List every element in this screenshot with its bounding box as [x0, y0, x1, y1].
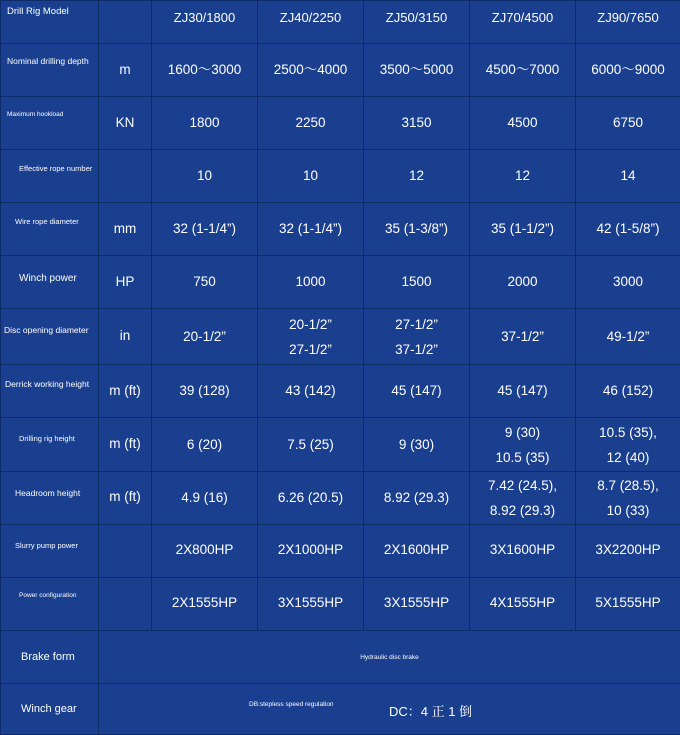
row-label: Winch power	[1, 256, 99, 309]
header-label: Drill Rig Model	[1, 1, 99, 44]
value-cell: 4X1555HP	[470, 577, 576, 630]
value-cell: 5X1555HP	[576, 577, 680, 630]
value-line: 10 (33)	[606, 502, 650, 518]
value-line: 8.7 (28.5),	[597, 477, 659, 493]
value-cell	[364, 418, 470, 471]
value-cell: 1500	[364, 256, 470, 309]
value-cell: 2X1555HP	[152, 577, 258, 630]
value-cell: 3X1555HP	[258, 577, 364, 630]
value-cell: 43 (142)	[258, 365, 364, 418]
value-cell: 32 (1-1/4”)	[152, 203, 258, 256]
spec-row-rope-number	[1, 150, 680, 203]
value-line: 7.5 (25)	[287, 437, 334, 453]
value-cell	[152, 471, 258, 524]
spec-row-brake-form	[1, 630, 680, 683]
value-line: 20-1/2”	[183, 329, 226, 345]
row-unit	[99, 150, 152, 203]
value-line: 37-1/2”	[395, 341, 438, 357]
value-cell: 3000	[576, 256, 680, 309]
value-cell: 14	[576, 150, 680, 203]
value-cell: 10	[258, 150, 364, 203]
value-cell	[470, 418, 576, 471]
value-cell: 4500	[470, 97, 576, 150]
row-label: Wire rope diameter	[1, 203, 99, 256]
row-unit: mm	[99, 203, 152, 256]
value-line: 6 (20)	[186, 437, 223, 453]
value-line: 7.42 (24.5),	[487, 477, 558, 493]
spec-row-headroom	[1, 471, 680, 524]
value-line: 37-1/2”	[501, 329, 544, 345]
header-unit-cell	[99, 1, 152, 44]
value-cell	[470, 309, 576, 365]
value-cell	[152, 418, 258, 471]
row-label: Headroom height	[1, 471, 99, 524]
value-cell: 1600～3000	[152, 44, 258, 97]
spec-row-power-config	[1, 577, 680, 630]
row-label: Winch gear	[1, 683, 99, 734]
row-label: Slurry pump power	[1, 524, 99, 577]
value-cell: 46 (152)	[576, 365, 680, 418]
model-header: ZJ40/2250	[258, 1, 364, 44]
spec-row-wire-rope	[1, 203, 680, 256]
value-cell: 4500～7000	[470, 44, 576, 97]
value-cell: 6000～9000	[576, 44, 680, 97]
row-label: Disc opening diameter	[1, 309, 99, 365]
value-line: 20-1/2”	[289, 316, 332, 332]
value-cell	[99, 630, 680, 683]
value-cell	[258, 471, 364, 524]
spec-row-winch-power	[1, 256, 680, 309]
row-label: Effective rope number	[1, 150, 99, 203]
value-cell: 45 (147)	[364, 365, 470, 418]
value-cell: 2X800HP	[152, 524, 258, 577]
value-cell	[99, 683, 680, 734]
gear-value-small: DB:stepless speed regulation	[249, 700, 334, 708]
row-unit: m (ft)	[99, 471, 152, 524]
value-cell: 2X1000HP	[258, 524, 364, 577]
header-row	[1, 1, 680, 44]
value-line: 10.5 (35),	[599, 424, 657, 440]
value-line: 27-1/2”	[395, 316, 438, 332]
spec-row-rig-height	[1, 418, 680, 471]
spec-row-winch-gear	[1, 683, 680, 734]
spec-row-hookload	[1, 97, 680, 150]
row-unit: m (ft)	[99, 418, 152, 471]
value-cell	[576, 471, 680, 524]
value-cell: 3X2200HP	[576, 524, 680, 577]
value-cell: 3X1600HP	[470, 524, 576, 577]
value-cell	[258, 309, 364, 365]
spec-row-slurry-pump	[1, 524, 680, 577]
value-cell	[576, 418, 680, 471]
row-label: Nominal drilling depth	[1, 44, 99, 97]
value-cell: 42 (1-5/8”)	[576, 203, 680, 256]
value-cell: 1000	[258, 256, 364, 309]
value-cell	[152, 309, 258, 365]
value-cell: 12	[470, 150, 576, 203]
value-cell	[258, 418, 364, 471]
value-cell: 32 (1-1/4”)	[258, 203, 364, 256]
value-cell	[364, 471, 470, 524]
row-label: Power configuration	[1, 577, 99, 630]
spec-row-derrick-height	[1, 365, 680, 418]
row-label: Drilling rig height	[1, 418, 99, 471]
value-cell: 35 (1-1/2”)	[470, 203, 576, 256]
row-unit	[99, 524, 152, 577]
value-line: 8.92 (29.3)	[383, 490, 450, 506]
brake-value: Hydraulic disc brake	[360, 653, 419, 661]
value-cell: 10	[152, 150, 258, 203]
value-line: 49-1/2”	[606, 329, 650, 345]
row-unit: m (ft)	[99, 365, 152, 418]
value-cell: 3150	[364, 97, 470, 150]
model-header: ZJ50/3150	[364, 1, 470, 44]
model-header: ZJ90/7650	[576, 1, 680, 44]
value-line: 8.92 (29.3)	[489, 502, 556, 518]
value-cell	[364, 309, 470, 365]
model-header: ZJ30/1800	[152, 1, 258, 44]
gear-value-dc: DC：4 正 1 倒	[389, 703, 473, 719]
value-cell: 2X1600HP	[364, 524, 470, 577]
row-unit: KN	[99, 97, 152, 150]
value-cell: 2500～4000	[258, 44, 364, 97]
value-cell: 6750	[576, 97, 680, 150]
value-cell: 2250	[258, 97, 364, 150]
value-line: 4.9 (16)	[181, 490, 228, 506]
model-header: ZJ70/4500	[470, 1, 576, 44]
value-cell: 45 (147)	[470, 365, 576, 418]
value-line: 9 (30)	[504, 424, 541, 440]
value-line: 12 (40)	[606, 449, 650, 465]
row-label: Maximum hookload	[1, 97, 99, 150]
value-line: 27-1/2”	[289, 341, 332, 357]
value-line: 6.26 (20.5)	[277, 490, 344, 506]
value-cell: 12	[364, 150, 470, 203]
row-unit	[99, 577, 152, 630]
row-label: Brake form	[1, 630, 99, 683]
row-unit: m	[99, 44, 152, 97]
value-cell: 1800	[152, 97, 258, 150]
value-cell: 2000	[470, 256, 576, 309]
value-cell: 3500～5000	[364, 44, 470, 97]
value-cell	[576, 309, 680, 365]
value-cell: 39 (128)	[152, 365, 258, 418]
spec-row-nominal-depth	[1, 44, 680, 97]
value-line: 10.5 (35)	[495, 449, 550, 465]
row-label: Derrick working height	[1, 365, 99, 418]
row-unit: in	[99, 309, 152, 365]
spec-row-disc-opening	[1, 309, 680, 365]
value-line: 9 (30)	[398, 437, 435, 453]
value-cell: 3X1555HP	[364, 577, 470, 630]
value-cell: 750	[152, 256, 258, 309]
row-unit: HP	[99, 256, 152, 309]
value-cell: 35 (1-3/8”)	[364, 203, 470, 256]
value-cell	[470, 471, 576, 524]
